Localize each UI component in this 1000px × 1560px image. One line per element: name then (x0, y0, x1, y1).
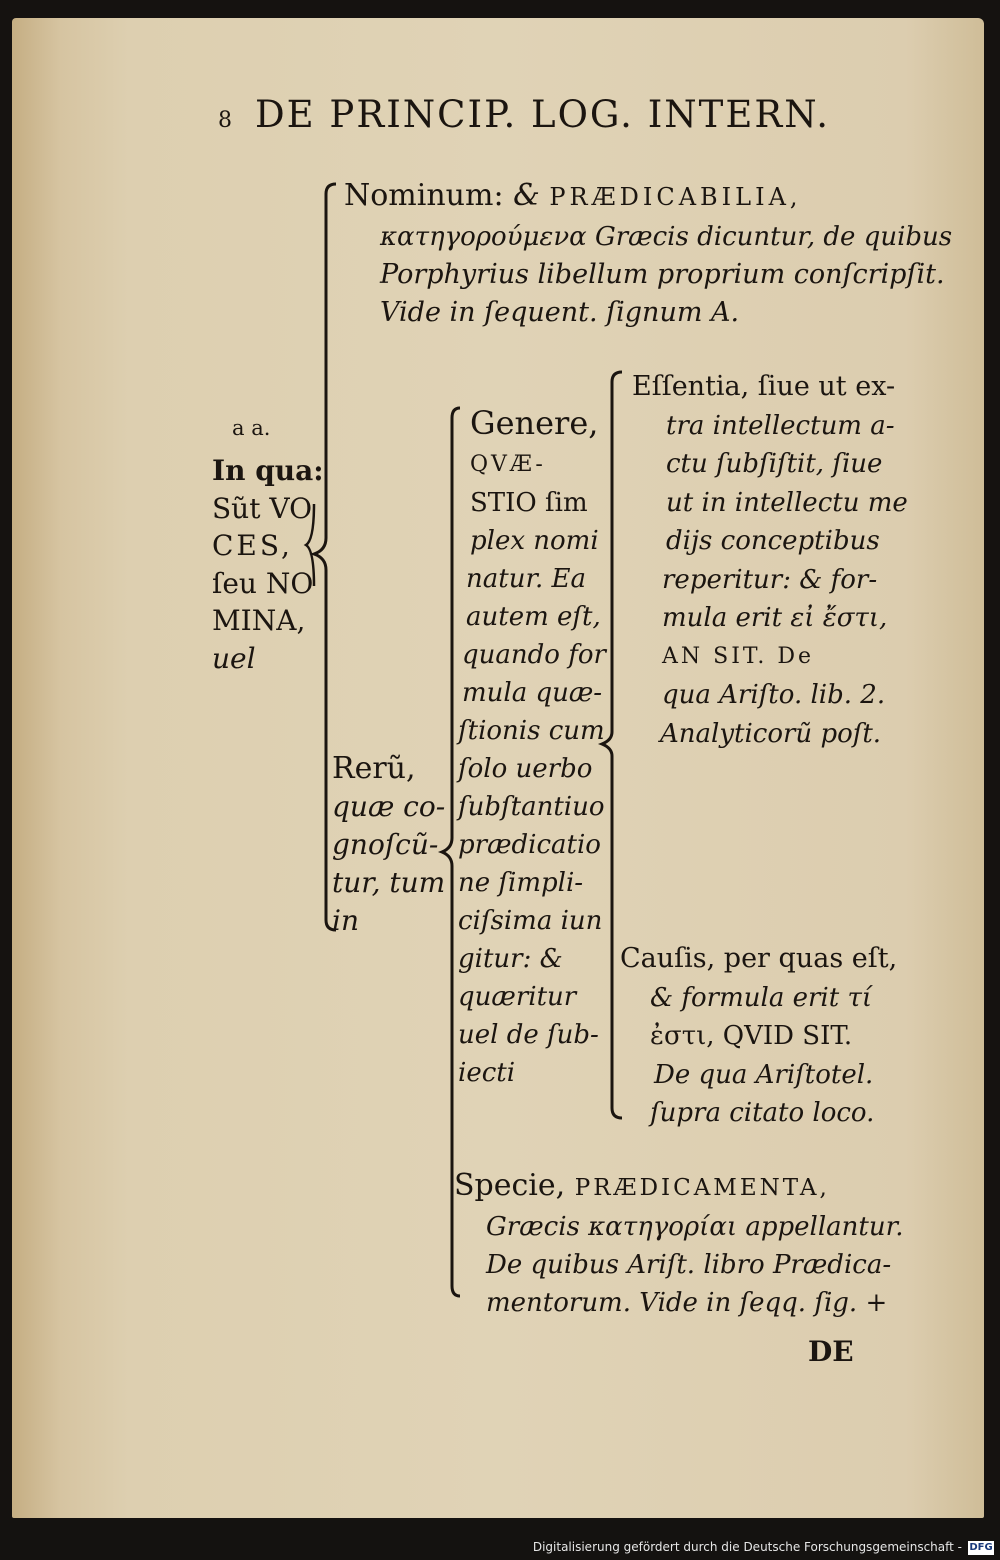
essentia-line: AN SIT. De (662, 643, 814, 669)
causis-line: ſupra citato loco. (650, 1098, 875, 1128)
genere-line: STIO ſim (470, 488, 588, 518)
essentia-line: qua Ariſto. lib. 2. (662, 680, 886, 710)
essentia-line: mula erit εἰ ἔστι, (662, 603, 888, 633)
essentia-line: ctu ſubſiſtit, ſiue (666, 449, 883, 479)
dfg-logo: DFG (969, 1542, 993, 1553)
page-number: 8 (218, 108, 232, 133)
genere-line: iecti (458, 1058, 516, 1088)
causis-text (620, 940, 897, 1133)
essentia-line: reperitur: & for- (662, 564, 878, 595)
rerum-text (332, 750, 445, 940)
essentia-line: dijs conceptibus (666, 526, 880, 556)
genere-line: ciſsima iun (458, 906, 603, 936)
nominum-line: Vide in ſequent. ſignum A. (380, 297, 740, 328)
causis-line: & formula erit τί (650, 982, 873, 1013)
left-line: CES, (212, 529, 293, 562)
genere-head: Genere, (470, 404, 599, 442)
specie-line: De quibus Ariſt. libro Prædica- (486, 1250, 892, 1280)
genere-line: natur. Ea (466, 564, 587, 594)
genere-line: ſubſtantiuo (458, 792, 605, 822)
essentia-line: tra intellectum a- (666, 410, 895, 441)
rerum-line: quæ co- (332, 790, 446, 823)
running-title: DE PRINCIP. LOG. INTERN. (255, 93, 830, 136)
essentia-line: Analyticorũ poſt. (660, 718, 882, 749)
nominum-term: PRÆDICABILIA, (549, 183, 802, 211)
rerum-line: gnoſcũ- (332, 828, 439, 861)
causis-line: Cauſis, per quas eſt, (620, 943, 898, 974)
causis-line: ἐστι, QVID SIT. (650, 1021, 853, 1051)
catchword: DE (808, 1335, 854, 1368)
genere-line: plex nomi (470, 526, 599, 556)
nominum-text (380, 218, 952, 332)
specie-text (486, 1208, 903, 1322)
nominum-amp: & (513, 178, 540, 213)
rerum-line: in (332, 904, 359, 937)
genere-line: quando for (462, 640, 606, 670)
genere-line: uel de ſub- (458, 1020, 599, 1050)
genere-line: ſtionis cum (458, 716, 605, 746)
specie-lead: Specie, (454, 1168, 566, 1203)
specie-line: Græcis κατηγορίαι appellantur. (486, 1212, 904, 1242)
specie-term: PRÆDICAMENTA, (574, 1175, 830, 1201)
essentia-text (632, 368, 908, 753)
genere-line: QVÆ- (470, 452, 546, 477)
nominum-head (344, 178, 802, 213)
causis-line: De qua Ariſtotel. (654, 1059, 874, 1090)
genere-text (458, 446, 606, 1092)
nominum-line: κατηγορούμενα Græcis dicuntur, de quibus (380, 222, 953, 252)
rerum-line: tur, tum (332, 866, 446, 899)
specie-line: mentorum. Vide in ſeqq. ſig. + (486, 1288, 888, 1318)
left-line: ſeu NO (212, 566, 314, 600)
genere-line: ſolo uerbo (458, 754, 593, 784)
left-marker: a a. (232, 416, 271, 440)
genere-line: prædicatio (458, 830, 601, 860)
genere-line: autem eſt, (466, 602, 601, 632)
genere-line: quæritur (458, 982, 577, 1012)
left-line: In qua: (212, 454, 324, 487)
genere-line: mula quæ- (462, 678, 603, 708)
left-column-text (212, 452, 324, 677)
essentia-line: Eſſentia, ſiue ut ex- (632, 371, 896, 402)
footer-credit: Digitalisierung gefördert durch die Deutsche Forschungsgemeinschaft - (532, 1540, 962, 1554)
nominum-lead: Nominum: (344, 178, 504, 213)
essentia-line: ut in intellectu me (666, 487, 908, 518)
left-line: Sũt VO (212, 491, 313, 525)
nominum-line: Porphyrius libellum proprium conſcripſit. (380, 259, 945, 290)
specie-head (454, 1168, 830, 1203)
genere-line: gitur: & (458, 944, 563, 974)
rerum-line: Rerũ, (332, 751, 416, 786)
genere-line: ne ſimpli- (458, 868, 584, 898)
left-line: MINA, (212, 604, 306, 637)
left-line: uel (212, 641, 256, 675)
